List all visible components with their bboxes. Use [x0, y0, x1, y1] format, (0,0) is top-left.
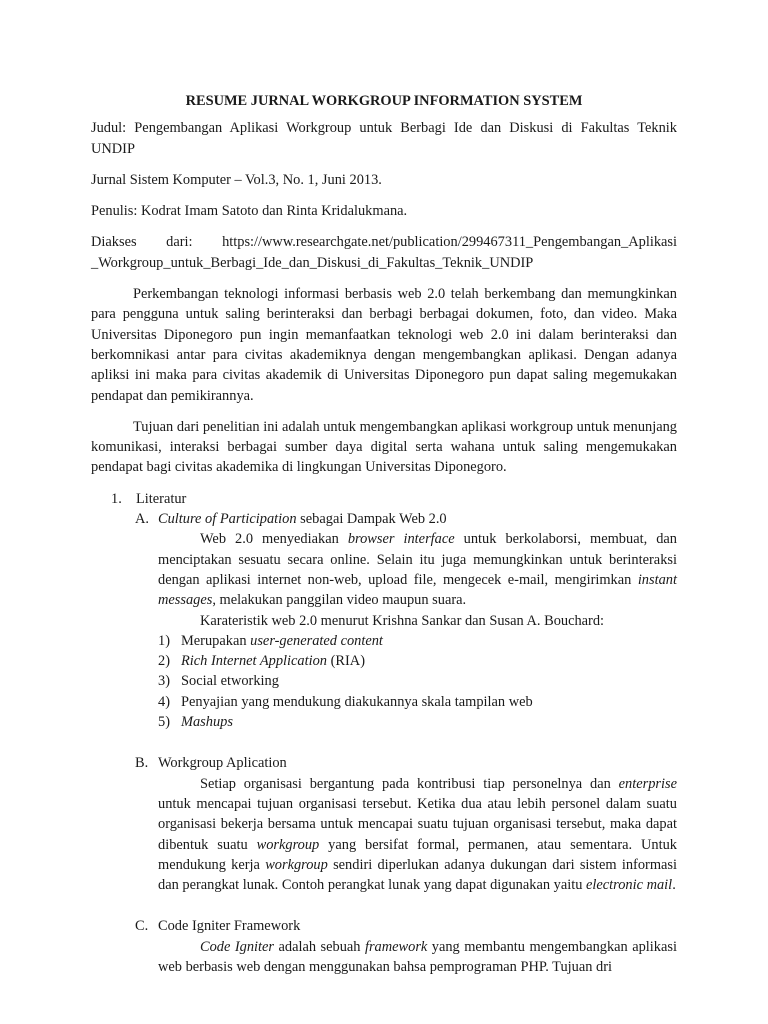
paragraph-1: Perkembangan teknologi informasi berbasis web 2.0 telah berkembang dan memungkinkan para pengguna untuk saling berinteraksi dan berbagi berbagai dokumen, foto, dan video. Maka Universitas Diponegoro pun ingin memanfaatkan teknologi web 2.0 ini dalam berinteraksi dan berkomnikasi antar para civitas akademiknya dengan mengembangkan aplikasi. Dengan adanya apliksi ini maka para civitas akademik di Universitas Diponegoro pun dapat saling megemukakan pendapat dan pemikirannya.	[91, 286, 677, 404]
subsection-b-heading	[91, 753, 677, 773]
spacer	[91, 732, 677, 753]
subsection-c-body	[91, 937, 677, 978]
list-item: 1) Merupakan user-generated content	[158, 632, 383, 649]
list-item: 5) Mashups	[158, 714, 233, 731]
list-item: 3) Social etworking	[158, 673, 279, 690]
subsection-a-title-rest: sebagai Dampak Web 2.0	[296, 511, 447, 528]
judul-line	[91, 118, 677, 159]
subsection-a-heading	[91, 509, 677, 529]
section-number: 1.	[111, 490, 122, 507]
diakses-line	[91, 232, 677, 273]
subsection-c-heading	[91, 916, 677, 936]
diakses-dari: dari:	[166, 234, 193, 251]
document-title: RESUME JURNAL WORKGROUP INFORMATION SYSTEM	[185, 93, 583, 109]
paragraph-2: Tujuan dari penelitian ini adalah untuk mengembangkan aplikasi workgroup untuk menunjang komunikasi, interaksi berbagai sumber daya digital serta wahana untuk saling mengemukakan pendapat bagi civitas akademika di lingkungan Universitas Diponegoro.	[91, 418, 677, 476]
section-heading	[91, 489, 677, 509]
judul-label: Judul:	[91, 120, 127, 137]
subsection-b-paragraph: Setiap organisasi bergantung pada kontribusi tiap personelnya dan enterprise untuk mencapai tujuan organisasi tersebut. Ketika dua atau lebih personel dalam suatu organisasi bekerja bersama untuk mencapai suatu tujuan organisasi tersebut, maka dapat dibentuk suatu workgroup yang bersifat formal, permanen, atau sementara. Untuk mendukung kerja workgroup sendiri diperlukan adanya dukungan dari sistem informasi dan perangkat lunak. Contoh perangkat lunak yang dapat digunakan yaitu electronic mail.	[158, 775, 677, 894]
subsection-c-paragraph: Code Igniter adalah sebuah framework yang membantu mengembangkan aplikasi web berbasis web dengan menggunakan bahsa pemprograman PHP. Tujuan dri	[158, 938, 677, 975]
list-item: 2) Rich Internet Application (RIA)	[158, 653, 365, 670]
subsection-a-body	[91, 529, 677, 630]
subsection-b-body	[91, 774, 677, 896]
subsection-a-title-italic: Culture of Participation	[158, 511, 297, 528]
subsection-c-letter: C.	[135, 918, 149, 935]
judul-text-2: UNDIP	[91, 140, 135, 157]
section-label: Literatur	[136, 490, 187, 507]
diakses-label: Diakses	[91, 234, 137, 251]
karateristik-list	[91, 631, 677, 732]
subsection-a-karateristik: Karateristik web 2.0 menurut Krishna Sankar dan Susan A. Bouchard:	[200, 612, 605, 629]
jurnal-line: Jurnal Sistem Komputer – Vol.3, No. 1, Juni 2013.	[91, 171, 382, 188]
diakses-url-1: https://www.researchgate.net/publication/299467311_Pengembangan_Aplikasi	[222, 234, 677, 251]
subsection-b-letter: B.	[135, 755, 149, 772]
subsection-b-title: Workgroup Aplication	[158, 755, 287, 772]
subsection-a-letter: A.	[135, 511, 149, 528]
list-item: 4) Penyajian yang mendukung diakukannya skala tampilan web	[158, 693, 533, 710]
penulis-line: Penulis: Kodrat Imam Satoto dan Rinta Kridalukmana.	[91, 203, 408, 220]
subsection-a-paragraph: Web 2.0 menyediakan browser interface untuk berkolaborsi, membuat, dan menciptakan sesuatu secara online. Selain itu juga memungkinkan untuk berinteraksi dengan aplikasi internet non-web, upload file, mengecek e-mail, mengirimkan instant messages, melakukan panggilan video maupun suara.	[158, 531, 677, 609]
subsection-c-title: Code Igniter Framework	[158, 918, 301, 935]
judul-text-1: Pengembangan Aplikasi Workgroup untuk Berbagi Ide dan Diskusi di Fakultas Teknik	[134, 120, 677, 137]
section-literatur	[91, 489, 677, 978]
document-content	[91, 91, 677, 977]
spacer	[91, 895, 677, 916]
diakses-url-2: _Workgroup_untuk_Berbagi_Ide_dan_Diskusi_di_Fakultas_Teknik_UNDIP	[91, 254, 534, 271]
